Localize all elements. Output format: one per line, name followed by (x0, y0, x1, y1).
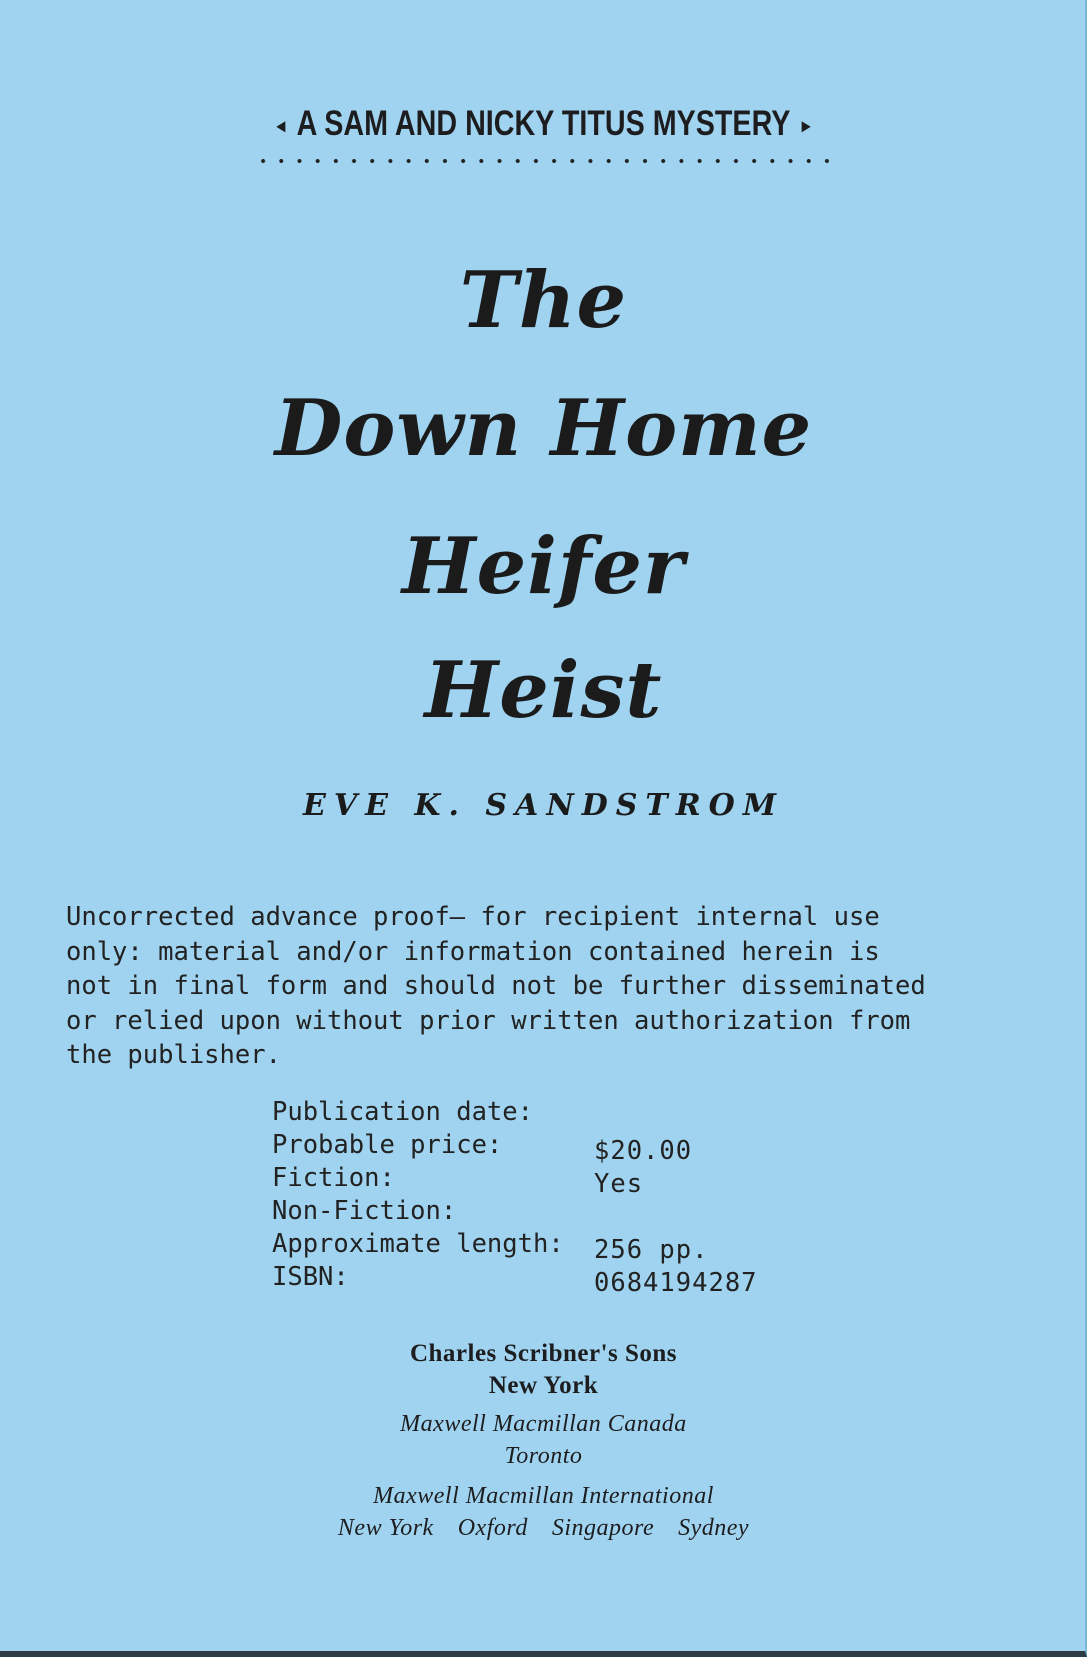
length-label: Approximate length: (272, 1229, 564, 1259)
price-label: Probable price: (272, 1130, 503, 1160)
publisher-block (0, 1338, 1087, 1544)
dotted-divider (254, 158, 836, 164)
isbn-label: ISBN: (272, 1262, 349, 1292)
length-value: 256 pp. (594, 1235, 709, 1265)
proof-notice (66, 900, 1026, 1073)
isbn-value: 0684194287 (594, 1268, 758, 1298)
right-arrow-icon: ▸ (801, 115, 811, 138)
notice-line: Uncorrected advance proof— for recipient internal use (66, 902, 880, 932)
publisher-city-item: Sydney (678, 1515, 750, 1541)
book-title-line-1: The (459, 255, 628, 346)
notice-line: the publisher. (66, 1040, 281, 1070)
publisher-city: New York (488, 1372, 599, 1399)
series-heading (98, 104, 989, 144)
publisher-city-item: New York (337, 1515, 434, 1541)
book-title-line-4: Heist (424, 645, 663, 736)
notice-line: not in final form and should not be further disseminated (66, 971, 926, 1001)
notice-line: or relied upon without prior written authorization from (66, 1005, 911, 1036)
publisher-canada-city: Toronto (504, 1443, 583, 1469)
fiction-label: Fiction: (272, 1163, 395, 1193)
author-name: EVE K. SANDSTROM (302, 788, 785, 823)
book-title-line-3: Heifer (401, 521, 686, 612)
publisher-name: Charles Scribner's Sons (409, 1340, 678, 1367)
price-value: $20.00 (594, 1136, 693, 1166)
publisher-canada: Maxwell Macmillan Canada (400, 1411, 687, 1437)
notice-line: only: material and/or information contained herein is (66, 936, 880, 967)
left-arrow-icon: ◂ (276, 115, 286, 138)
nonfiction-label: Non-Fiction: (272, 1196, 457, 1226)
publisher-city-item: Singapore (551, 1515, 655, 1541)
publication-date-label: Publication date: (272, 1097, 533, 1127)
publisher-city-item: Oxford (457, 1515, 528, 1541)
book-title-line-2: Down Home (274, 383, 813, 474)
publisher-cities (0, 1512, 1087, 1544)
fiction-value: Yes (594, 1169, 644, 1199)
publisher-international: Maxwell Macmillan International (373, 1483, 714, 1509)
series-title: A SAM AND NICKY TITUS MYSTERY (296, 104, 791, 143)
